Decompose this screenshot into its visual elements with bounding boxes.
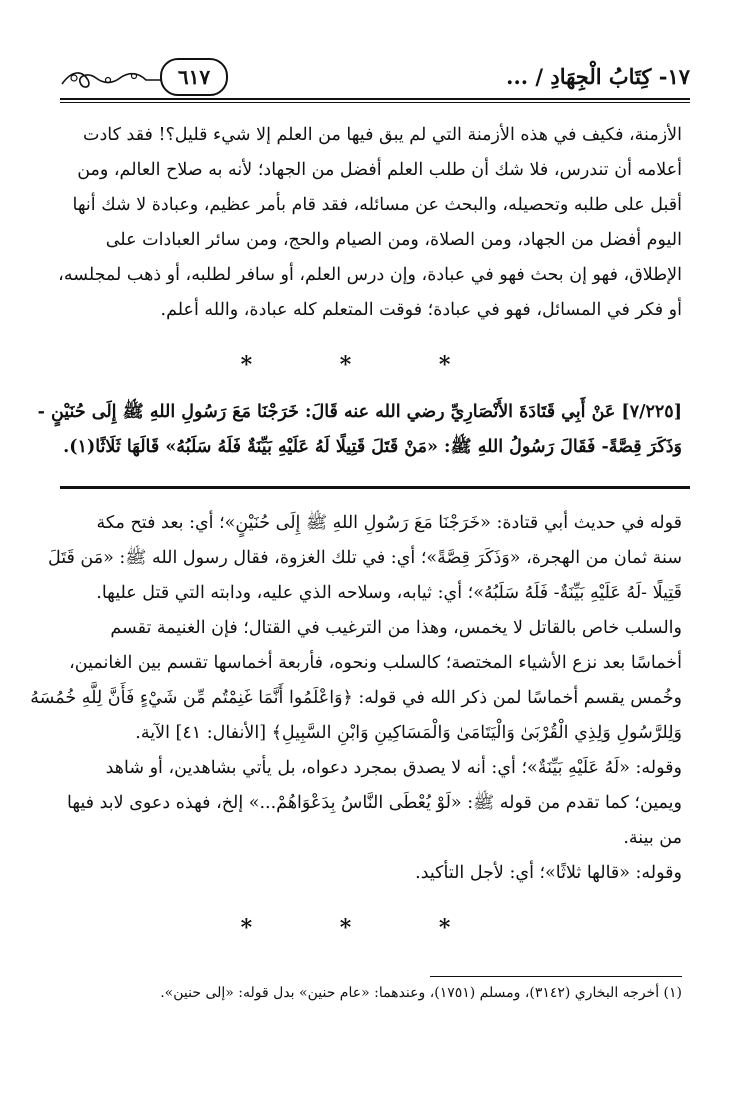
text-line: من بينة. xyxy=(623,828,682,848)
commentary xyxy=(30,506,682,891)
text-line: الإطلاق، فهو إن بحث فهو في عبادة، وإن درس العلم، أو سافر لطلبه، أو ذهب لمجلسه، xyxy=(58,265,682,285)
text-line: سنة ثمان من الهجرة، «وَذَكَرَ قِصَّةً»؛ أي: في تلك الغزوة، فقال رسول الله ﷺ: «مَن قَتَلَ xyxy=(47,548,682,568)
text-line: وقوله: «لَهُ عَلَيْهِ بَيِّنَةٌ»؛ أي: أنه لا يصدق بمجرد دعواه، بل يأتي بشاهدين، أو شاهد xyxy=(105,758,682,778)
intro-paragraph xyxy=(58,118,682,328)
text-line: أخماسًا بعد نزع الأشياء المختصة؛ كالسلب ونحوه، فأربعة أخماسها تقسم بين الغانمين، xyxy=(69,653,682,673)
section-separator: * * * xyxy=(240,352,491,378)
text-line: وخُمس يقسم أخماسًا لمن ذكر الله في قوله: ﴿وَاعْلَمُوا أَنَّمَا غَنِمْتُم مِّن شَيْءٍ فَأَنَّ لِلَّهِ خُمُسَهُ xyxy=(30,688,682,708)
section-separator: * * * xyxy=(240,915,491,941)
footnote-divider xyxy=(430,976,682,977)
hadith-line: [٧/٢٢٥] عَنْ أَبِي قَتَادَةَ الأَنْصَارِيِّ رضي الله عنه قَالَ: خَرَجْنَا مَعَ رَسُولِ اللهِ ﷺ إِلَى حُنَيْنٍ - xyxy=(37,402,682,422)
header-divider-thin xyxy=(60,102,690,103)
page-header xyxy=(60,56,690,104)
text-line: وَلِلرَّسُولِ وَلِذِي الْقُرْبَىٰ وَالْيَتَامَىٰ وَالْمَسَاكِينِ وَابْنِ السَّبِيلِ﴾ [الأنفال: ٤١] الآية. xyxy=(135,723,682,743)
text-line: أعلامه أن تندرس، فلا شك أن طلب العلم أفضل من الجهاد؛ لأنه به صلاح العالم، ومن xyxy=(77,160,682,180)
hadith-divider xyxy=(60,486,690,489)
ornament-icon xyxy=(60,64,170,92)
text-line: ويمين؛ كما تقدم من قوله ﷺ: «لَوْ يُعْطَى النَّاسُ بِدَعْوَاهُمْ...» إلخ، فهذه دعوى لابد فيها xyxy=(66,793,682,813)
text-line: وقوله: «قالها ثلاثًا»؛ أي: لأجل التأكيد. xyxy=(415,863,682,883)
hadith-line: وَذَكَرَ قِصَّةً- فَقَالَ رَسُولُ اللهِ ﷺ: «مَنْ قَتَلَ قَتِيلًا لَهُ عَلَيْهِ بَيِّنَةٌ فَلَهُ سَلَبُهُ» قَالَهَا ثَلَاثًا(١). xyxy=(63,437,682,457)
chapter-title: ١٧- كِتَابُ الْجِهَادِ / ... xyxy=(506,64,690,89)
text-line: الأزمنة، فكيف في هذه الأزمنة التي لم يبق فيها من العلم إلا شيء قليل؟! فقد كادت xyxy=(83,125,682,145)
page-number: ٦١٧ xyxy=(160,58,228,96)
text-line: قوله في حديث أبي قتادة: «خَرَجْنَا مَعَ رَسُولِ اللهِ ﷺ إِلَى حُنَيْنٍ»؛ أي: بعد فتح مكة xyxy=(96,513,682,533)
header-divider xyxy=(60,98,690,100)
text-line: والسلب خاص بالقاتل لا يخمس، وهذا من الترغيب في القتال؛ فإن الغنيمة تقسم xyxy=(110,618,682,638)
footnote: (١) أخرجه البخاري (٣١٤٢)، ومسلم (١٧٥١)، وعندهما: «عام حنين» بدل قوله: «إلى حنين». xyxy=(160,985,682,1001)
hadith-text xyxy=(37,395,682,465)
text-line: اليوم أفضل من الجهاد، ومن الصلاة، ومن الصيام والحج، ومن سائر العبادات على xyxy=(105,230,682,250)
text-line: قَتِيلًا -لَهُ عَلَيْهِ بَيِّنَةٌ- فَلَهُ سَلَبُهُ»؛ أي: ثيابه، وسلاحه الذي عليه، ودابته التي قتل عليها. xyxy=(96,583,682,603)
text-line: أقبل على طلبه وتحصيله، والبحث عن مسائله، فقد قام بأمر عظيم، وعبادة لا شك أنها xyxy=(72,195,682,215)
text-line: أو فكر في المسائل، فهو في عبادة؛ فوقت المتعلم كله عبادة، والله أعلم. xyxy=(160,300,682,320)
